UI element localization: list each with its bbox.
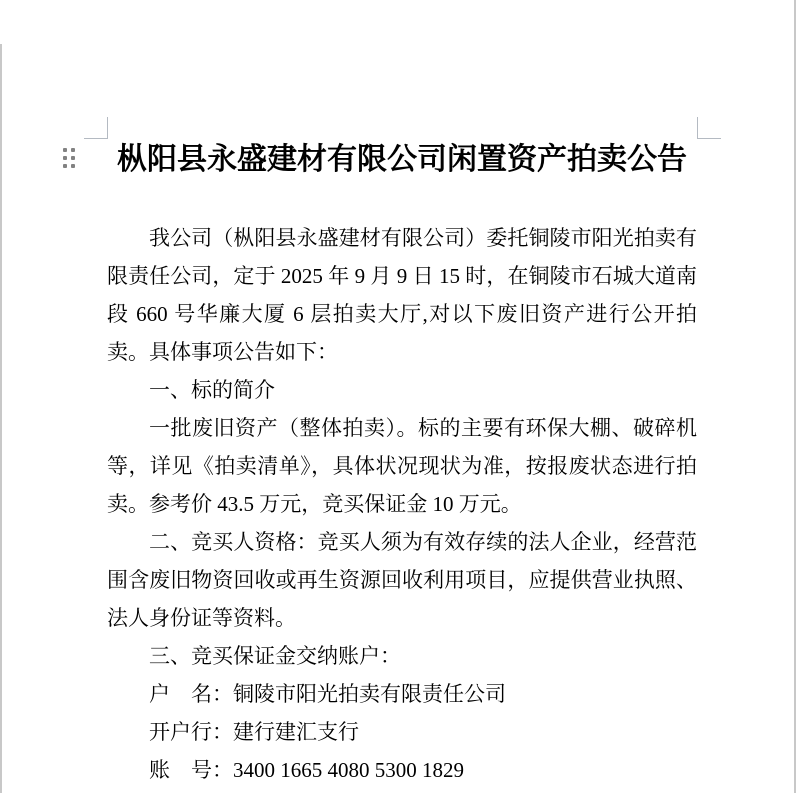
page-left-edge-line <box>0 44 2 793</box>
drag-dot <box>71 148 75 152</box>
document-body <box>107 219 697 789</box>
paragraph: 三、竞买保证金交纳账户： <box>149 644 401 668</box>
drag-dot <box>63 164 67 168</box>
paragraph: 账 号：3400 1665 4080 5300 1829 <box>149 758 464 782</box>
drag-handle-icon[interactable] <box>63 148 75 168</box>
paragraph: 一批废旧资产（整体拍卖）。标的主要有环保大棚、破碎机等，详见《拍卖清单》，具体状况现状为准，按报废状态进行拍卖。参考价 43.5 万元，竞买保证金 10 万元。 <box>107 416 697 516</box>
margin-corner-mark-top-right <box>697 117 721 139</box>
paragraph: 户 名：铜陵市阳光拍卖有限责任公司 <box>149 682 506 706</box>
paragraph: 二、竞买人资格：竞买人须为有效存续的法人企业，经营范围含废旧物资回收或再生资源回收利用项目，应提供营业执照、法人身份证等资料。 <box>107 530 697 630</box>
drag-dot <box>63 156 67 160</box>
drag-dot <box>63 148 67 152</box>
drag-dot <box>71 164 75 168</box>
margin-corner-mark-top-left <box>84 117 108 139</box>
paragraph: 一、标的简介 <box>149 378 275 402</box>
paragraph: 我公司（枞阳县永盛建材有限公司）委托铜陵市阳光拍卖有限责任公司，定于 2025 年 9 月 9 日 15 时，在铜陵市石城大道南段 660 号华廉大厦 6 层拍卖大厅,对以下废旧资产进行公开拍卖。具体事项公告如下： <box>107 226 697 364</box>
drag-dot <box>71 156 75 160</box>
paragraph: 开户行：建行建汇支行 <box>149 720 359 744</box>
document-title: 枞阳县永盛建材有限公司闲置资产拍卖公告 <box>117 143 687 176</box>
